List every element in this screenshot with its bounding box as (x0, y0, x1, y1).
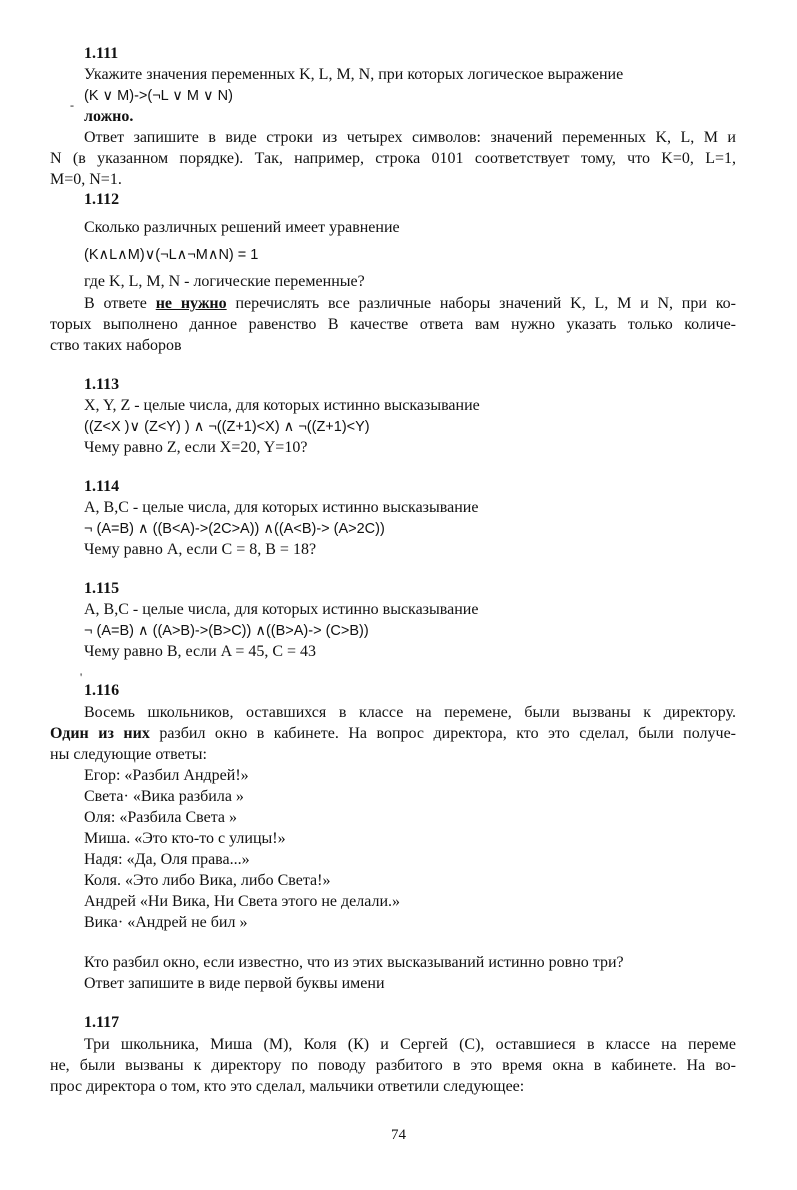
problem-1-116-line-1: Восемь школьников, оставшихся в классе на перемене, были вызваны к директору. (84, 704, 736, 721)
problem-1-112-line-4: торых выполнено данное равенство В качестве ответа вам нужно указать только количе- (50, 316, 736, 333)
problem-1-112-line-2: где K, L, M, N - логические переменные? (84, 273, 365, 290)
problem-1-112-line-3 (84, 294, 736, 314)
problem-number-1-112: 1.112 (84, 191, 120, 208)
problem-1-116-line-2-post: разбил окно в кабинете. На вопрос директора, кто это сделал, были получе- (159, 725, 736, 742)
problem-1-114-formula: ¬ (A=B) ∧ ((B<A)->(2C>A)) ∧((A<B)-> (A>2C)) (84, 521, 385, 537)
problem-number-1-113: 1.113 (84, 376, 120, 393)
problem-1-112-line-3-post: перечислять все различные наборы значений K, L, M и N, при ко- (235, 295, 737, 312)
answer-line: Егор: «Разбил Андрей!» (84, 767, 249, 784)
problem-1-117-line-1: Три школьника, Миша (М), Коля (К) и Сергей (С), оставшиеся в классе на переме (84, 1036, 736, 1053)
problem-number-1-114: 1.114 (84, 478, 120, 495)
problem-1-112-line-5: ство таких наборов (50, 337, 182, 354)
problem-1-111-formula: (K ∨ M)->(¬L ∨ M ∨ N) (84, 88, 233, 104)
problem-1-115-formula: ¬ (A=B) ∧ ((A>B)->(B>C)) ∧((B>A)-> (C>B)) (84, 623, 369, 639)
page-number: 74 (391, 1127, 406, 1143)
problem-1-112-line-3-pre: В ответе (84, 295, 147, 312)
problem-number-1-115: 1.115 (84, 580, 120, 597)
answer-line: Оля: «Разбила Света » (84, 809, 237, 826)
problem-1-117-line-3: прос директора о том, кто это сделал, мальчики ответили следующее: (50, 1078, 525, 1095)
problem-1-112-line-1: Сколько различных решений имеет уравнение (84, 219, 400, 236)
problem-1-111-line-2: Ответ запишите в виде строки из четырех символов: значений переменных K, L, M и (84, 129, 736, 146)
problem-1-111-false-word: ложно. (84, 108, 134, 125)
answer-line: Вика· «Андрей не бил » (84, 914, 248, 931)
problem-1-114-line-1: A, B,C - целые числа, для которых истинно высказывание (84, 499, 479, 516)
problem-1-116-question: Кто разбил окно, если известно, что из этих высказываний истинно ровно три? (84, 954, 624, 971)
problem-1-112-formula: (K∧L∧M)∨(¬L∧¬M∧N) = 1 (84, 247, 259, 263)
answer-line: Миша. «Это кто-то с улицы!» (84, 830, 286, 847)
problem-number-1-116: 1.116 (84, 682, 120, 699)
problem-1-116-line-2 (50, 724, 736, 744)
problem-1-115-line-2: Чему равно B, если A = 45, C = 43 (84, 643, 317, 660)
problem-1-116-instruction: Ответ запишите в виде первой буквы имени (84, 975, 385, 992)
answer-line: Надя: «Да, Оля права...» (84, 851, 250, 868)
answer-line: Коля. «Это либо Вика, либо Света!» (84, 872, 331, 889)
problem-1-113-formula: ((Z<X )∨ (Z<Y) ) ∧ ¬((Z+1)<X) ∧ ¬((Z+1)<Y) (84, 419, 370, 435)
problem-1-114-line-2: Чему равно A, если C = 8, B = 18? (84, 541, 317, 558)
problem-1-113-line-2: Чему равно Z, если X=20, Y=10? (84, 439, 308, 456)
problem-1-113-line-1: X, Y, Z - целые числа, для которых истинно высказывание (84, 397, 480, 414)
problem-number-1-117: 1.117 (84, 1014, 120, 1031)
problem-1-111-line-3: N (в указанном порядке). Так, например, строка 0101 соответствует тому, что K=0, L=1, (50, 150, 736, 167)
problem-1-117-line-2: не, были вызваны к директору по поводу разбитого в это время окна в кабинете. На во- (50, 1057, 736, 1074)
problem-1-111-line-4: M=0, N=1. (50, 171, 122, 188)
problem-1-116-line-3: ны следующие ответы: (50, 746, 207, 763)
problem-1-112-emphasis: не нужно (155, 295, 227, 312)
answer-line: Андрей «Ни Вика, Ни Света этого не делали.» (84, 893, 401, 910)
problem-1-111-line-1: Укажите значения переменных K, L, M, N, при которых логическое выражение (84, 66, 624, 83)
stray-mark: - (70, 98, 74, 112)
answer-line: Света· «Вика разбила » (84, 788, 244, 805)
problem-1-115-line-1: A, B,C - целые числа, для которых истинно высказывание (84, 601, 479, 618)
problem-1-116-emphasis: Один из них (50, 725, 150, 742)
problem-number-1-111: 1.111 (84, 45, 119, 62)
stray-mark: ' (80, 670, 83, 684)
